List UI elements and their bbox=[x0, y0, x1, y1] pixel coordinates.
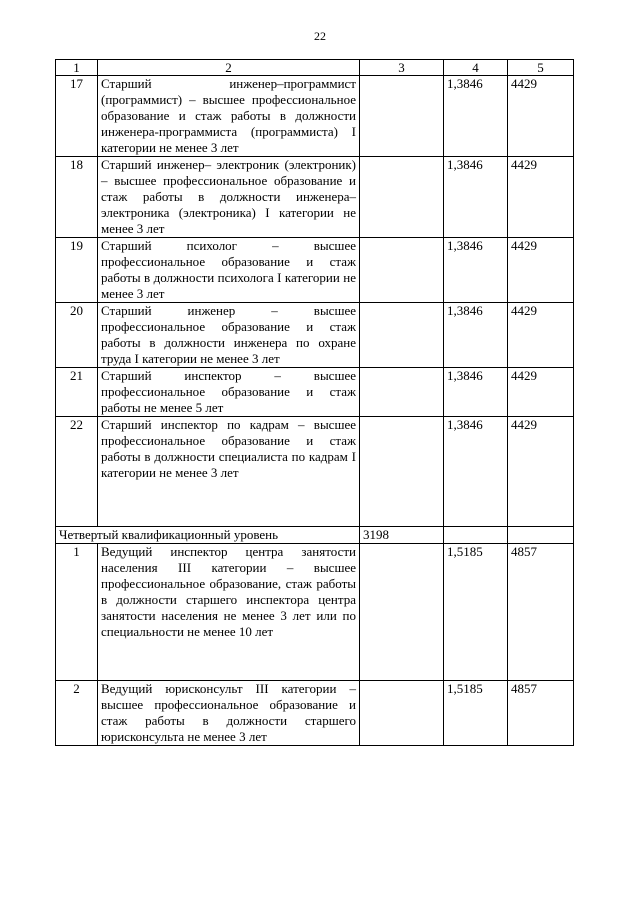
salary-cell: 4429 bbox=[508, 238, 574, 303]
salary-cell: 4429 bbox=[508, 368, 574, 417]
header-col-1: 1 bbox=[56, 60, 98, 76]
base-salary-cell bbox=[360, 544, 444, 681]
qualification-level-salary: 3198 bbox=[360, 527, 444, 544]
position-description: Старший инспектор по кадрам – высшее профессиональное образование и стаж работы в должности специалиста по кадрам I категории не менее 3 лет bbox=[98, 417, 360, 527]
row-number: 22 bbox=[56, 417, 98, 527]
base-salary-cell bbox=[360, 681, 444, 746]
position-description: Старший инспектор – высшее профессиональное образование и стаж работы не менее 5 лет bbox=[98, 368, 360, 417]
position-description: Старший инженер– электроник (электроник) – высшее профессиональное образование и стаж работы в должности инженера–электроника (электроника) I категории не менее 3 лет bbox=[98, 157, 360, 238]
empty-cell bbox=[444, 527, 508, 544]
row-number: 18 bbox=[56, 157, 98, 238]
salary-cell: 4429 bbox=[508, 417, 574, 527]
table-row bbox=[56, 544, 574, 681]
table-row bbox=[56, 76, 574, 157]
qualification-level-row bbox=[56, 527, 574, 544]
row-number: 20 bbox=[56, 303, 98, 368]
table-row bbox=[56, 368, 574, 417]
coefficient-cell: 1,3846 bbox=[444, 238, 508, 303]
salary-cell: 4429 bbox=[508, 157, 574, 238]
row-number: 1 bbox=[56, 544, 98, 681]
salary-cell: 4857 bbox=[508, 544, 574, 681]
position-description: Старший инженер–программист (программист) – высшее профессиональное образование и стаж работы в должности инженера-программиста (программиста) I категории не менее 3 лет bbox=[98, 76, 360, 157]
table-row bbox=[56, 303, 574, 368]
coefficient-cell: 1,3846 bbox=[444, 417, 508, 527]
page-number: 22 bbox=[314, 29, 326, 43]
base-salary-cell bbox=[360, 417, 444, 527]
table-row bbox=[56, 238, 574, 303]
coefficient-cell: 1,5185 bbox=[444, 544, 508, 681]
position-description: Ведущий инспектор центра занятости населения III категории – высшее профессиональное образование, стаж работы в должности старшего инспектора центра занятости населения не менее 3 лет или по специальности не менее 10 лет bbox=[98, 544, 360, 681]
base-salary-cell bbox=[360, 368, 444, 417]
header-col-4: 4 bbox=[444, 60, 508, 76]
base-salary-cell bbox=[360, 157, 444, 238]
salary-cell: 4857 bbox=[508, 681, 574, 746]
table-row bbox=[56, 157, 574, 238]
row-number: 17 bbox=[56, 76, 98, 157]
position-description: Старший инженер – высшее профессиональное образование и стаж работы в должности инженера по охране труда I категории не менее 3 лет bbox=[98, 303, 360, 368]
row-number: 2 bbox=[56, 681, 98, 746]
position-description: Старший психолог – высшее профессиональное образование и стаж работы в должности психолога I категории не менее 3 лет bbox=[98, 238, 360, 303]
empty-cell bbox=[508, 527, 574, 544]
coefficient-cell: 1,5185 bbox=[444, 681, 508, 746]
row-number: 19 bbox=[56, 238, 98, 303]
table-row bbox=[56, 417, 574, 527]
row-number: 21 bbox=[56, 368, 98, 417]
table-row bbox=[56, 681, 574, 746]
header-col-3: 3 bbox=[360, 60, 444, 76]
position-description: Ведущий юрисконсульт III категории – высшее профессиональное образование и стаж работы в должности старшего юрисконсульта не менее 3 лет bbox=[98, 681, 360, 746]
coefficient-cell: 1,3846 bbox=[444, 157, 508, 238]
table-header-row bbox=[56, 60, 574, 76]
base-salary-cell bbox=[360, 238, 444, 303]
header-col-5: 5 bbox=[508, 60, 574, 76]
coefficient-cell: 1,3846 bbox=[444, 368, 508, 417]
salary-cell: 4429 bbox=[508, 76, 574, 157]
base-salary-cell bbox=[360, 76, 444, 157]
base-salary-cell bbox=[360, 303, 444, 368]
qualification-level-label: Четвертый квалификационный уровень bbox=[56, 527, 360, 544]
salary-table bbox=[55, 59, 574, 746]
coefficient-cell: 1,3846 bbox=[444, 303, 508, 368]
salary-cell: 4429 bbox=[508, 303, 574, 368]
header-col-2: 2 bbox=[98, 60, 360, 76]
coefficient-cell: 1,3846 bbox=[444, 76, 508, 157]
